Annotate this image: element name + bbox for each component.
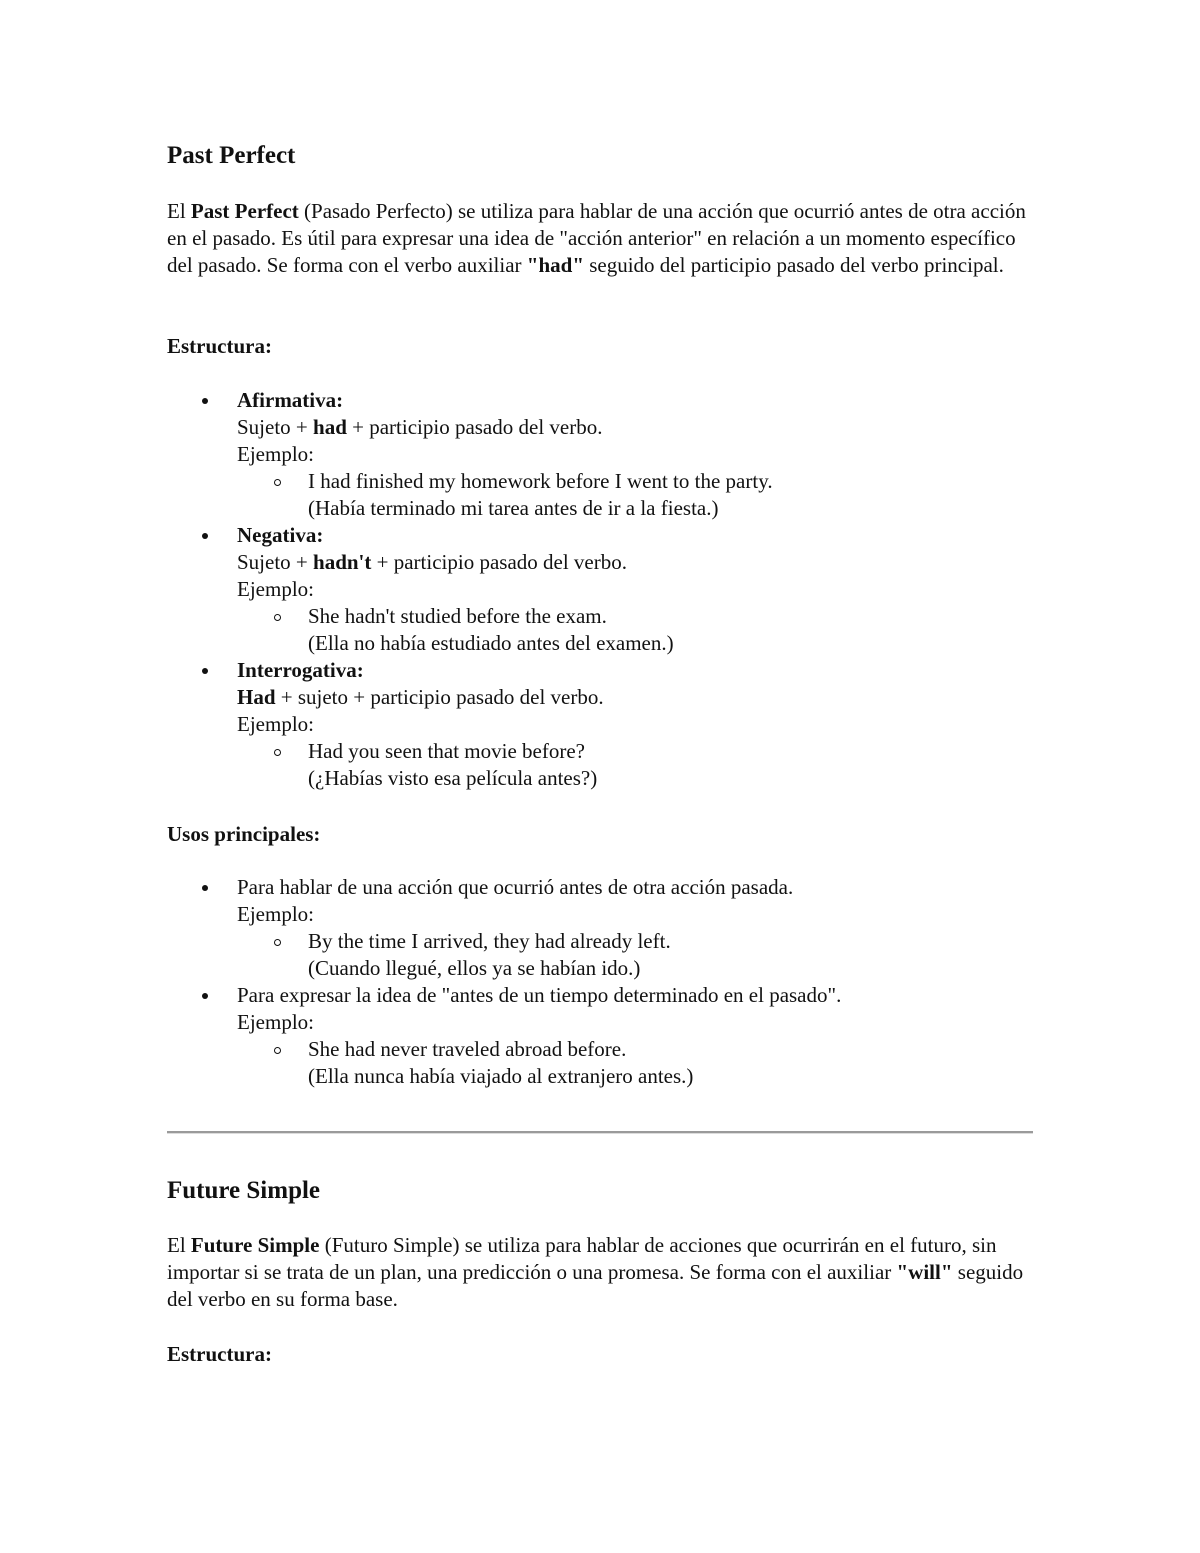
uses-heading: Usos principales: [167, 822, 321, 846]
intro-text: El [167, 1233, 191, 1257]
bullet-icon [202, 668, 208, 674]
example-spanish: (Cuando llegué, ellos ya se habían ido.) [308, 956, 641, 980]
formula-bold: Had [237, 685, 276, 709]
structure-label: Afirmativa: [237, 388, 344, 412]
example-english: Had you seen that movie before? [308, 739, 585, 763]
example-spanish: (Había terminado mi tarea antes de ir a la fiesta.) [308, 496, 719, 520]
section-title-future-simple: Future Simple [167, 1177, 321, 1204]
use-text: Para hablar de una acción que ocurrió antes de otra acción pasada. [237, 875, 794, 899]
intro-text: (Pasado Perfecto) se utiliza para hablar de una acción que ocurrió antes de otra acción en el pasado. Es útil para expresar una idea de "acción anterior" en relación a un momento específico del pasado. Se forma con el verbo auxiliar [167, 199, 1026, 277]
example-label: Ejemplo: [237, 712, 314, 736]
example-item [237, 1036, 841, 1090]
example-label: Ejemplo: [237, 902, 314, 926]
section-title-past-perfect: Past Perfect [167, 142, 296, 169]
structure-heading: Estructura: [167, 1342, 272, 1366]
use-item [167, 982, 841, 1090]
example-english: She hadn't studied before the exam. [308, 604, 607, 628]
intro-paragraph-future-simple [167, 1232, 1037, 1313]
intro-text: seguido del verbo en su forma base. [167, 1260, 1024, 1311]
example-spanish: (Ella nunca había viajado al extranjero antes.) [308, 1064, 694, 1088]
formula-text: Sujeto + [237, 415, 314, 439]
example-english: I had finished my homework before I went to the party. [308, 469, 773, 493]
example-english: She had never traveled abroad before. [308, 1037, 627, 1061]
circle-bullet-icon [274, 749, 281, 756]
bullet-icon [202, 533, 208, 539]
example-spanish: (Ella no había estudiado antes del examen.) [308, 631, 674, 655]
bullet-icon [202, 398, 208, 404]
intro-bold-term: Future Simple [190, 1233, 320, 1257]
example-item [237, 928, 841, 982]
structure-item-negative [167, 522, 773, 657]
structure-formula [237, 549, 773, 576]
bullet-icon [202, 993, 208, 999]
example-label: Ejemplo: [237, 1010, 314, 1034]
section-divider [167, 1131, 1033, 1134]
circle-bullet-icon [274, 1047, 281, 1054]
intro-bold-auxiliary: "will" [896, 1260, 953, 1284]
structure-formula [237, 414, 773, 441]
formula-text: + participio pasado del verbo. [371, 550, 627, 574]
example-item [237, 603, 773, 657]
structure-item-interrogative [167, 657, 773, 792]
use-text: Para expresar la idea de "antes de un tiempo determinado en el pasado". [237, 983, 842, 1007]
structure-item-affirmative [167, 387, 773, 522]
formula-text: + sujeto + participio pasado del verbo. [275, 685, 604, 709]
uses-list [167, 874, 841, 1090]
example-english: By the time I arrived, they had already left. [308, 929, 671, 953]
structure-label: Interrogativa: [237, 658, 364, 682]
circle-bullet-icon [274, 939, 281, 946]
structure-list [167, 387, 773, 792]
structure-formula [237, 684, 773, 711]
intro-text: (Futuro Simple) se utiliza para hablar de acciones que ocurrirán en el futuro, sin importar si se trata de un plan, una predicción o una promesa. Se forma con el auxiliar [167, 1233, 997, 1284]
example-item [237, 468, 773, 522]
structure-label: Negativa: [237, 523, 324, 547]
formula-bold: had [313, 415, 347, 439]
use-item [167, 874, 841, 982]
example-label: Ejemplo: [237, 442, 314, 466]
formula-text: Sujeto + [237, 550, 314, 574]
example-label: Ejemplo: [237, 577, 314, 601]
example-spanish: (¿Habías visto esa película antes?) [308, 766, 598, 790]
structure-heading: Estructura: [167, 334, 272, 358]
formula-text: + participio pasado del verbo. [346, 415, 603, 439]
bullet-icon [202, 885, 208, 891]
intro-paragraph-past-perfect [167, 198, 1037, 279]
intro-text: El [167, 199, 191, 223]
circle-bullet-icon [274, 479, 281, 486]
example-item [237, 738, 773, 792]
formula-bold: hadn't [313, 550, 372, 574]
circle-bullet-icon [274, 614, 281, 621]
intro-text: seguido del participio pasado del verbo principal. [583, 253, 1004, 277]
intro-bold-auxiliary: "had" [526, 253, 584, 277]
intro-bold-term: Past Perfect [190, 199, 299, 223]
